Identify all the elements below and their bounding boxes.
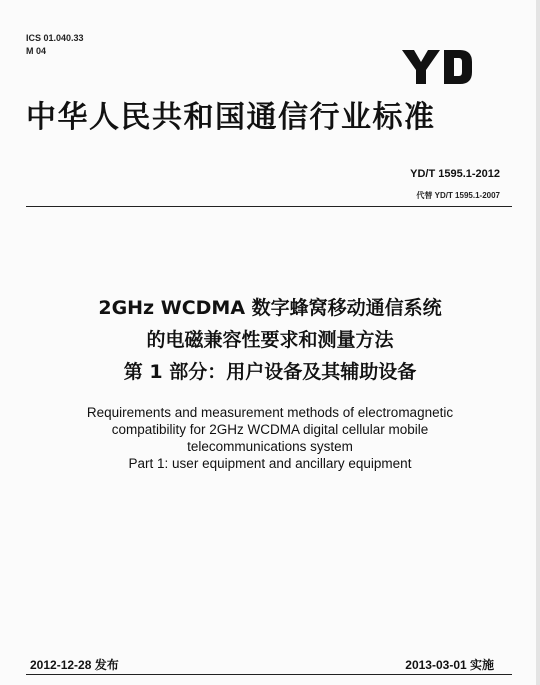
- english-title-line-2: compatibility for 2GHz WCDMA digital cellular mobile: [111, 422, 429, 437]
- chinese-title-line-3: 第 1 部分：用户设备及其辅助设备: [123, 361, 417, 383]
- header-divider: [26, 206, 512, 207]
- chinese-title-line-2: 的电磁兼容性要求和测量方法: [146, 329, 394, 351]
- publication-date: 2012-12-28 发布: [30, 658, 119, 672]
- english-title-line-1: Requirements and measurement methods of electromagnetic: [86, 405, 454, 420]
- chinese-title: [0, 292, 540, 388]
- chinese-title-line-1: 2GHz WCDMA 数字蜂窝移动通信系统: [98, 297, 442, 319]
- ics-class: M 04: [26, 46, 47, 56]
- english-title: [0, 404, 540, 472]
- yd-logo: [402, 50, 472, 84]
- ics-classification: [26, 32, 84, 58]
- ics-code: ICS 01.040.33: [26, 33, 84, 43]
- issuer-title: 中华人民共和国通信行业标准: [26, 100, 436, 135]
- standard-number: YD/T 1595.1-2012: [410, 168, 500, 180]
- footer-divider: [26, 674, 512, 675]
- implementation-date: 2013-03-01 实施: [405, 658, 494, 672]
- english-title-line-4: Part 1: user equipment and ancillary equipment: [128, 456, 412, 471]
- english-title-line-3: telecommunications system: [187, 439, 353, 454]
- replaces-standard: 代替 YD/T 1595.1-2007: [416, 191, 500, 200]
